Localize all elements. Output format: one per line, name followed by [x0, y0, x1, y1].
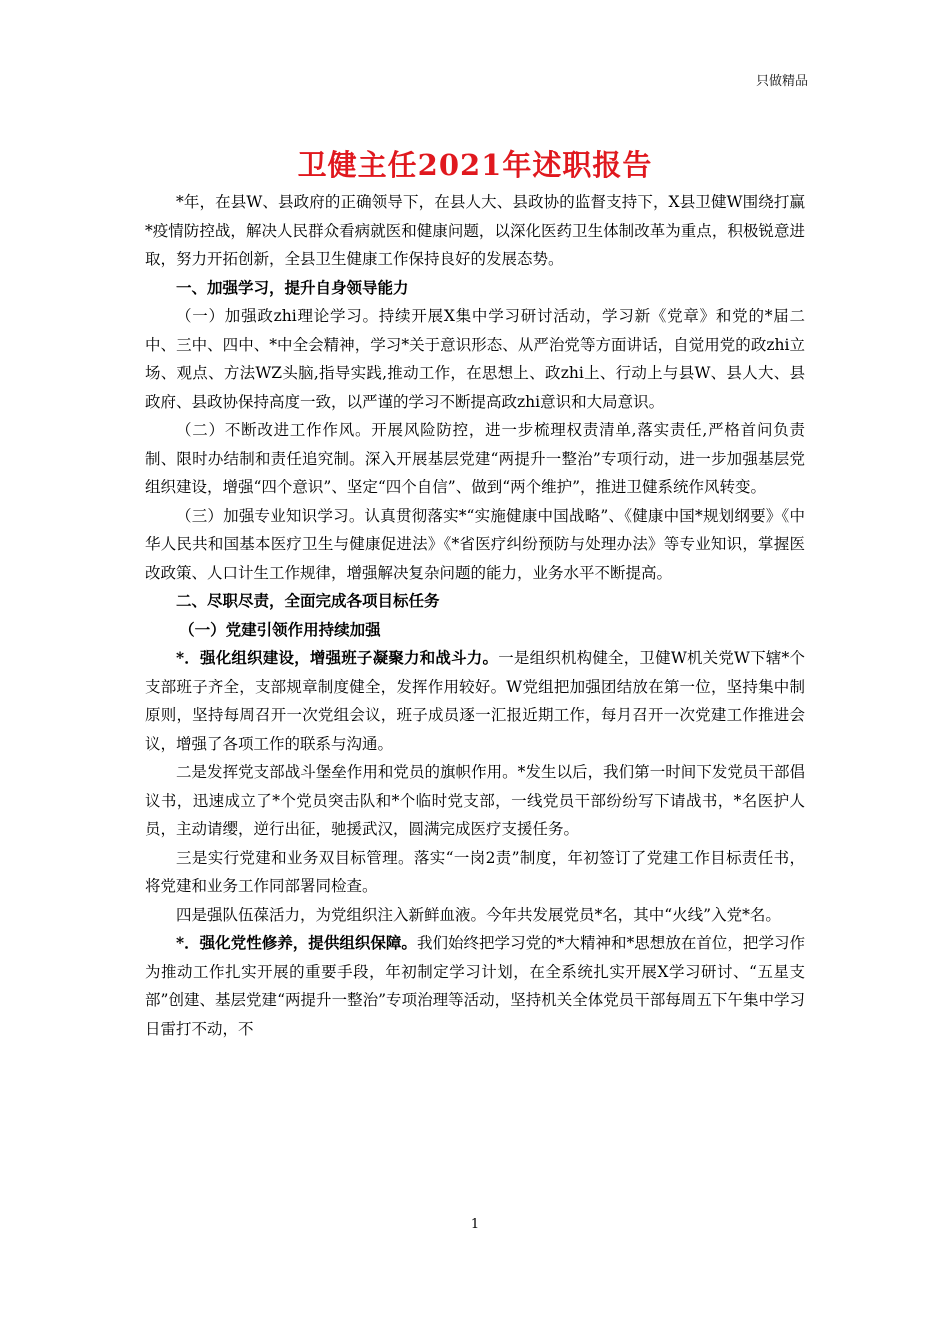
paragraph-point-three: 三是实行党建和业务双目标管理。落实“一岗2责”制度，年初签订了党建工作目标责任书，将党建和业务工作同部署同检查。: [145, 848, 805, 895]
section-heading-2: 二、尽职尽责，全面完成各项目标任务: [176, 591, 440, 610]
section-heading-1: 一、加强学习，提升自身领导能力: [176, 277, 409, 297]
document-body: [145, 188, 805, 1043]
item-lead-organization: *．强化组织建设，增强班子凝聚力和战斗力。: [176, 648, 499, 667]
header-note: 只做精品: [755, 74, 808, 89]
intro-paragraph: *年，在县W、县政府的正确领导下，在县人大、县政协的监督支持下，X县卫健W围绕打赢*疫情防控战，解决人民群众看病就医和健康问题，以深化医药卫生体制改革为重点，积极锐意进取，努力开拓创新，全县卫生健康工作保持良好的发展态势。: [145, 193, 805, 268]
item-lead-party-spirit: *．强化党性修养，提供组织保障。: [176, 933, 417, 952]
paragraph-party-spirit: [145, 929, 805, 1043]
paragraph-organization: [145, 644, 805, 758]
paragraph-professional-study: （三）加强专业知识学习。认真贯彻落实*“实施健康中国战略”、《健康中国*规划纲要》《中华人民共和国基本医疗卫生与健康促进法》《*省医疗纠纷预防与处理办法》等专业知识，掌握医改政策、人口计生工作规律，增强解决复杂问题的能力，业务水平不断提高。: [145, 506, 805, 582]
paragraph-study-theory: （一）加强政zhi理论学习。持续开展X集中学习研讨活动，学习新《党章》和党的*届二中、三中、四中、*中全会精神，学习*关于意识形态、从严治党等方面讲话，自觉用党的政zhi立场、观点、方法WZ头脑,指导实践,推动工作，在思想上、政zhi上、行动上与县W、县人大、县政府、县政协保持高度一致，以严谨的学习不断提高政zhi意识和大局意识。: [145, 307, 805, 411]
page-number: 1: [470, 1217, 480, 1232]
paragraph-point-two: 二是发挥党支部战斗堡垒作用和党员的旗帜作用。*发生以后，我们第一时间下发党员干部倡议书，迅速成立了*个党员突击队和*个临时党支部，一线党员干部纷纷写下请战书，*名医护人员，主动请缨，逆行出征，驰援武汉，圆满完成医疗支援任务。: [145, 763, 805, 838]
paragraph-work-style: （二）不断改进工作作风。开展风险防控，进一步梳理权责清单,落实责任,严格首问负责制、限时办结制和责任追究制。深入开展基层党建“两提升一整治”专项行动，进一步加强基层党组织建设，增强“四个意识”、坚定“四个自信”、做到“两个维护”，推进卫健系统作风转变。: [145, 421, 805, 496]
item-text-party-spirit: 我们始终把学习党的*大精神和*思想放在首位，把学习作为推动工作扎实开展的重要手段，年初制定学习计划，在全系统扎实开展X学习研讨、“五星支部”创建、基层党建“两提升一整治”专项治理等活动，坚持机关全体党员干部每周五下午集中学习日雷打不动，不: [145, 934, 805, 1038]
subsection-heading-party-building: （一）党建引领作用持续加强: [179, 619, 381, 639]
item-text-organization: 一是组织机构健全，卫健W机关党W下辖*个支部班子齐全，支部规章制度健全，发挥作用较好。W党组把加强团结放在第一位，坚持集中制原则，坚持每周召开一次党组会议，班子成员逐一汇报近期工作，每月召开一次党建工作推进会议，增强了各项工作的联系与沟通。: [145, 649, 805, 753]
paragraph-point-four: 四是强队伍葆活力，为党组织注入新鲜血液。今年共发展党员*名，其中“火线”入党*名。: [176, 905, 781, 924]
document-title: 卫健主任2021年述职报告: [297, 148, 653, 182]
